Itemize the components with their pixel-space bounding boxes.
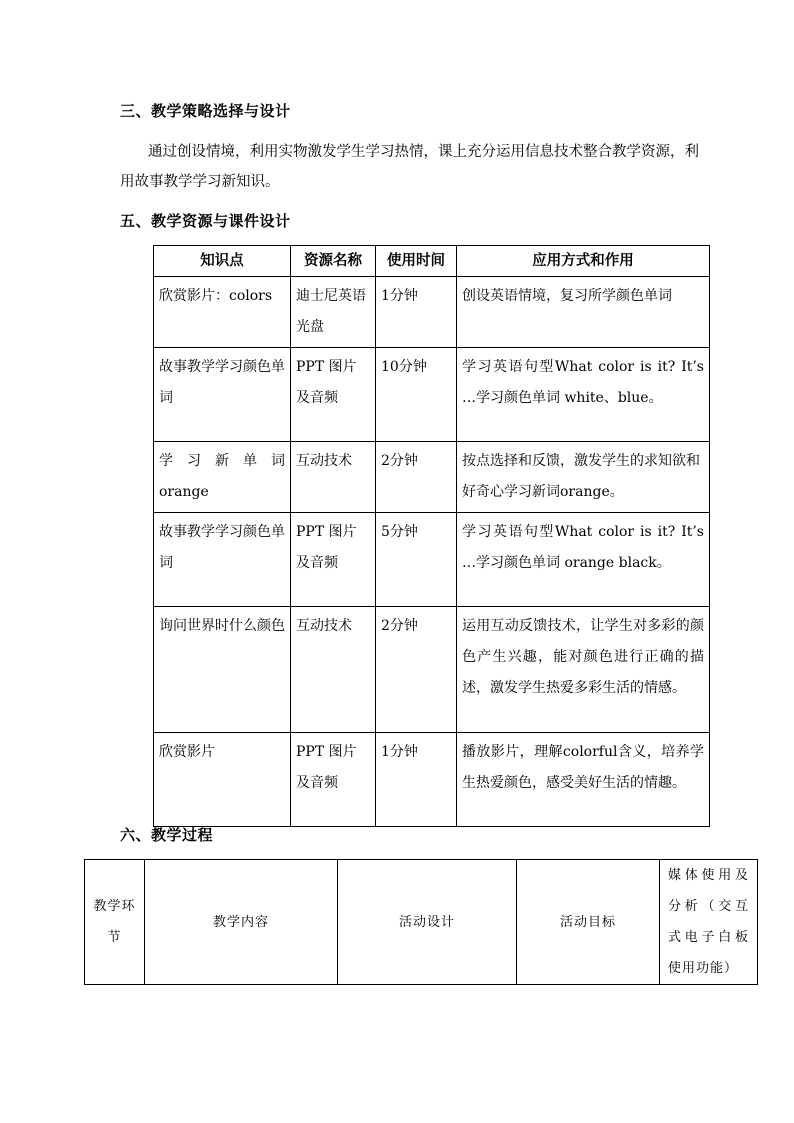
cell-usage: 播放影片，理解colorful含义，培养学生热爱颜色，感受美好生活的情趣。 [457, 733, 710, 827]
cell-resource: 迪士尼英语光盘 [291, 277, 376, 348]
cell-point: 故事教学学习颜色单词 [154, 348, 291, 442]
process-table [84, 859, 758, 985]
cell-resource: 互动技术 [291, 442, 376, 513]
cell-usage: 学习英语句型What color is it? It’s …学习颜色单词 white、blue。 [457, 348, 710, 442]
table-row [154, 513, 710, 607]
cell-usage: 创设英语情境，复习所学颜色单词 [457, 277, 710, 348]
cell-point: 欣赏影片：colors [154, 277, 291, 348]
table-row [154, 607, 710, 733]
header-knowledge-point: 知识点 [154, 246, 291, 277]
header-activity-design: 活动设计 [338, 860, 517, 985]
table-row [154, 442, 710, 513]
cell-time: 1分钟 [376, 277, 457, 348]
cell-point: 询问世界时什么颜色 [154, 607, 291, 733]
header-teaching-content: 教学内容 [145, 860, 338, 985]
cell-usage: 运用互动反馈技术，让学生对多彩的颜色产生兴趣，能对颜色进行正确的描述，激发学生热爱多彩生活的情感。 [457, 607, 710, 733]
cell-point: 故事教学学习颜色单词 [154, 513, 291, 607]
cell-point: 欣赏影片 [154, 733, 291, 827]
table-header-row [154, 246, 710, 277]
cell-point: 学 习 新 单 词 orange [154, 442, 291, 513]
section-3-paragraph: 通过创设情境，利用实物激发学生学习热情，课上充分运用信息技术整合教学资源，利用故事教学学习新知识。 [120, 144, 699, 190]
resources-table [153, 245, 710, 827]
header-usage-time: 使用时间 [376, 246, 457, 277]
cell-time: 5分钟 [376, 513, 457, 607]
header-teaching-stage: 教学环节 [85, 860, 145, 985]
header-resource-name: 资源名称 [291, 246, 376, 277]
section-3-title: 三、教学策略选择与设计 [120, 102, 291, 120]
cell-resource: PPT 图片及音频 [291, 348, 376, 442]
cell-time: 2分钟 [376, 607, 457, 733]
cell-resource: PPT 图片及音频 [291, 513, 376, 607]
cell-time: 1分钟 [376, 733, 457, 827]
cell-resource: 互动技术 [291, 607, 376, 733]
cell-usage: 按点选择和反馈，激发学生的求知欲和好奇心学习新词orange。 [457, 442, 710, 513]
header-activity-goal: 活动目标 [517, 860, 660, 985]
cell-time: 2分钟 [376, 442, 457, 513]
table-row [154, 277, 710, 348]
section-5-title: 五、教学资源与课件设计 [120, 212, 291, 230]
cell-resource: PPT 图片及音频 [291, 733, 376, 827]
section-6-title: 六、教学过程 [120, 826, 214, 844]
header-media-analysis: 媒体使用及分析（交互式电子白板使用功能） [660, 860, 758, 985]
header-application: 应用方式和作用 [457, 246, 710, 277]
table-row [154, 733, 710, 827]
table-row [154, 348, 710, 442]
cell-time: 10分钟 [376, 348, 457, 442]
process-header-row [85, 860, 758, 985]
cell-usage: 学习英语句型What color is it? It’s …学习颜色单词 orange black。 [457, 513, 710, 607]
